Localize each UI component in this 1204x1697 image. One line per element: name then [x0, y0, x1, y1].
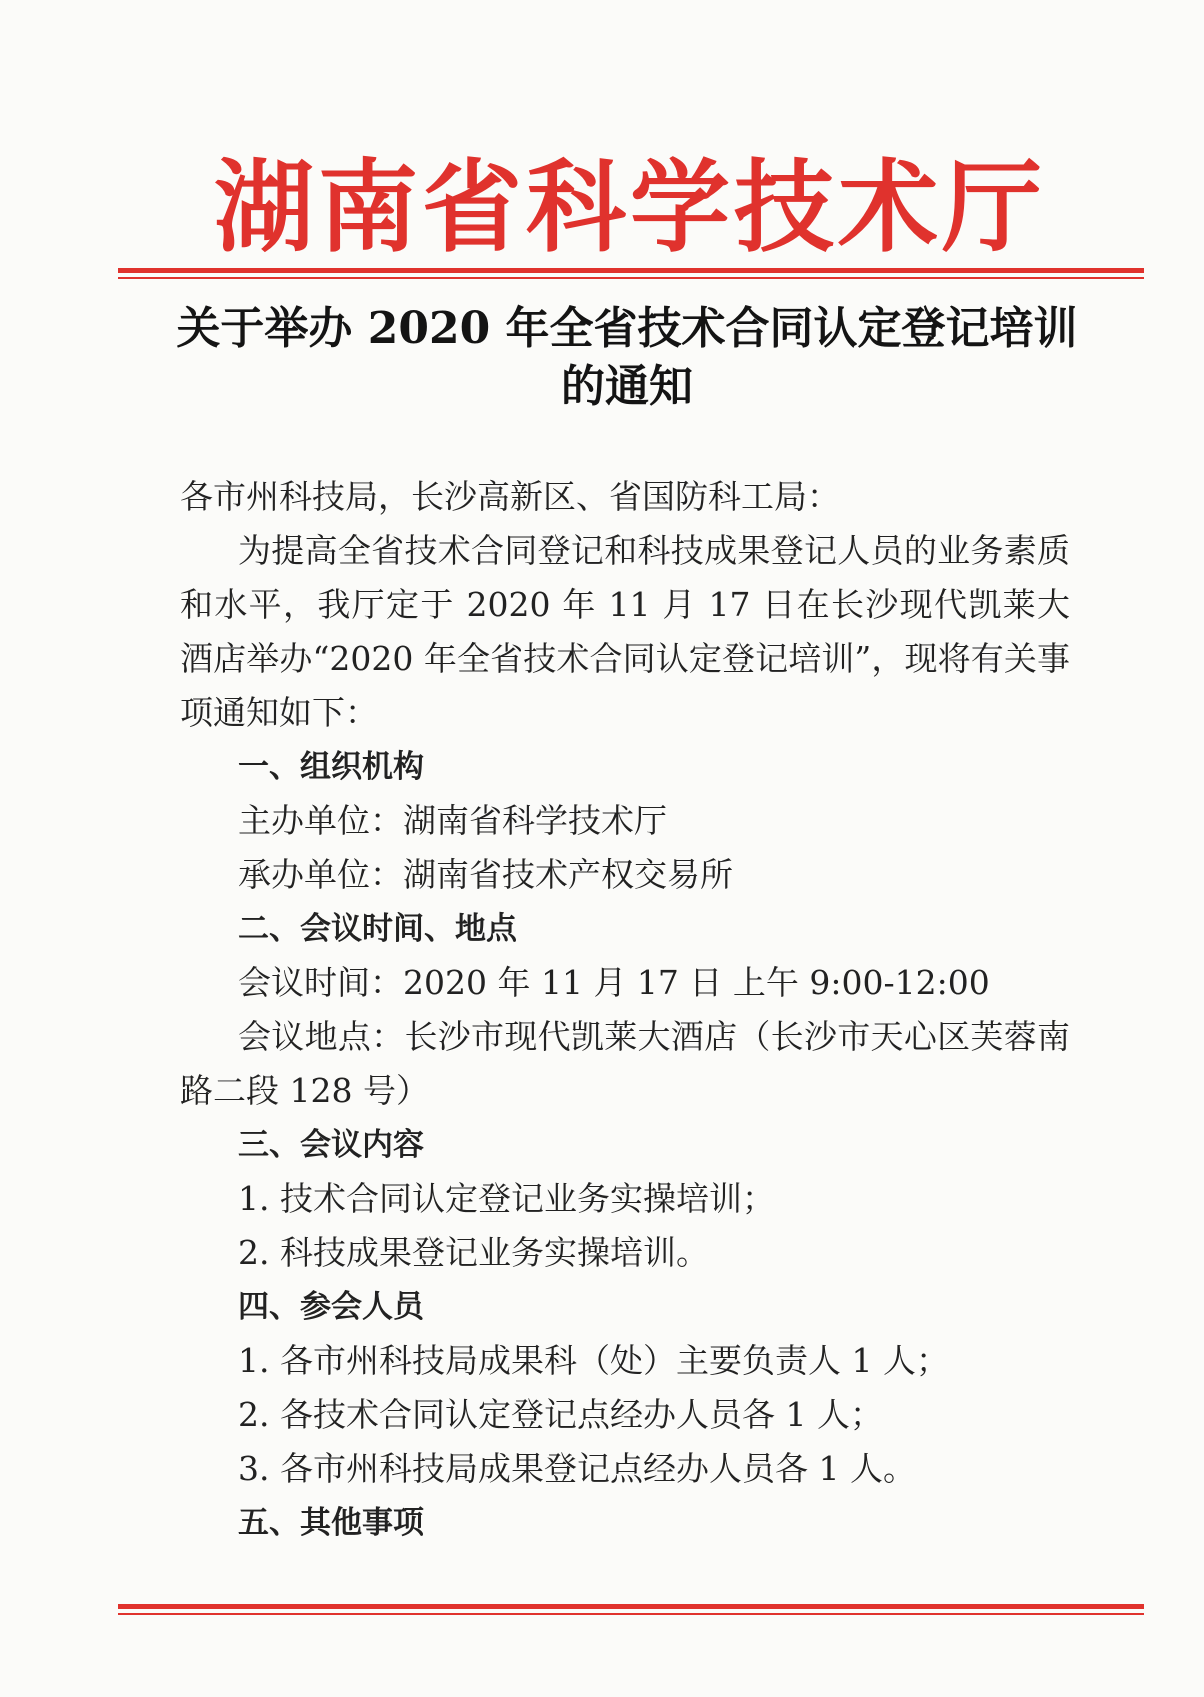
attendee-item-2: 2. 各技术合同认定登记点经办人员各 1 人； [238, 1395, 883, 1434]
document-title [160, 300, 1094, 416]
organizer-line: 主办单位：湖南省科学技术厅 [238, 801, 667, 840]
content-item-1: 1. 技术合同认定登记业务实操培训； [238, 1179, 775, 1218]
masthead-title: 湖南省科学技术厅 [214, 149, 1046, 266]
document-body [180, 470, 1070, 1550]
co-organizer-line: 承办单位：湖南省技术产权交易所 [238, 855, 733, 894]
section-5-heading: 五、其他事项 [238, 1505, 424, 1541]
footer-red-rule [118, 1604, 1144, 1615]
attendee-item-1: 1. 各市州科技局成果科（处）主要负责人 1 人； [238, 1341, 949, 1380]
title-line-1: 关于举办 2020 年全省技术合同认定登记培训 [176, 303, 1078, 354]
meeting-time-line: 会议时间：2020 年 11 月 17 日 上午 9:00-12:00 [238, 963, 990, 1002]
title-line-2: 的通知 [561, 361, 693, 412]
section-4-heading: 四、参会人员 [238, 1289, 424, 1325]
content-item-2: 2. 科技成果登记业务实操培训。 [238, 1233, 709, 1272]
section-1-heading: 一、组织机构 [238, 749, 424, 785]
section-3-heading: 三、会议内容 [238, 1127, 424, 1163]
masthead-red-rule [118, 268, 1144, 279]
intro-paragraph: 为提高全省技术合同登记和科技成果登记人员的业务素质和水平，我厅定于 2020 年 11 月 17 日在长沙现代凯莱大酒店举办“2020 年全省技术合同认定登记培训”，现将有关事项通知如下： [180, 531, 1070, 732]
salutation: 各市州科技局，长沙高新区、省国防科工局： [180, 477, 840, 516]
attendee-item-3: 3. 各市州科技局成果登记点经办人员各 1 人。 [238, 1449, 916, 1488]
section-2-heading: 二、会议时间、地点 [238, 911, 517, 947]
meeting-location-line: 会议地点：长沙市现代凯莱大酒店（长沙市天心区芙蓉南路二段 128 号） [180, 1017, 1070, 1110]
